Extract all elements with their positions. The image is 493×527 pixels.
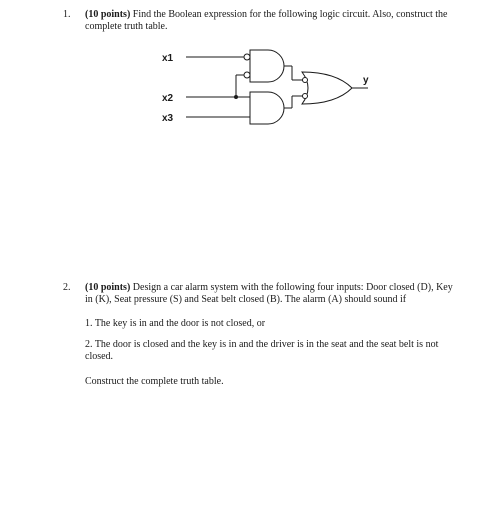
and-gate-2 — [250, 92, 284, 124]
question-2-points: (10 points) — [85, 282, 131, 293]
and-gate-1 — [250, 50, 284, 82]
logic-circuit-diagram — [150, 40, 380, 130]
question-1-points: (10 points) — [85, 9, 131, 20]
question-1-number: 1. — [63, 9, 71, 20]
inverter-bubble-or-bottom — [303, 94, 308, 99]
condition-1: 1. The key is in and the door is not closed, or — [85, 318, 266, 329]
or-gate — [302, 72, 352, 104]
inverter-bubble-x1 — [244, 54, 250, 60]
condition-2: 2. The door is closed and the key is in and the driver is in the seat and the seat belt is not closed. — [85, 339, 439, 362]
question-2-number: 2. — [63, 282, 71, 293]
label-x1: x1 — [162, 53, 174, 64]
inverter-bubble-x2 — [244, 72, 250, 78]
label-x2: x2 — [162, 93, 174, 104]
inverter-bubble-or-top — [303, 78, 308, 83]
question-1-text — [85, 9, 455, 33]
question-1-body: Find the Boolean expression for the following logic circuit. Also, construct the complete truth table. — [85, 9, 448, 32]
junction-dot — [234, 95, 238, 99]
question-2-body: Design a car alarm system with the following four inputs: Door closed (D), Key in (K), Seat pressure (S) and Seat belt closed (B). The alarm (A) should sound if — [85, 282, 453, 305]
label-x3: x3 — [162, 113, 174, 124]
question-2-text — [85, 282, 455, 306]
label-output-y: y — [363, 75, 369, 86]
instruction-text: Construct the complete truth table. — [85, 376, 224, 387]
